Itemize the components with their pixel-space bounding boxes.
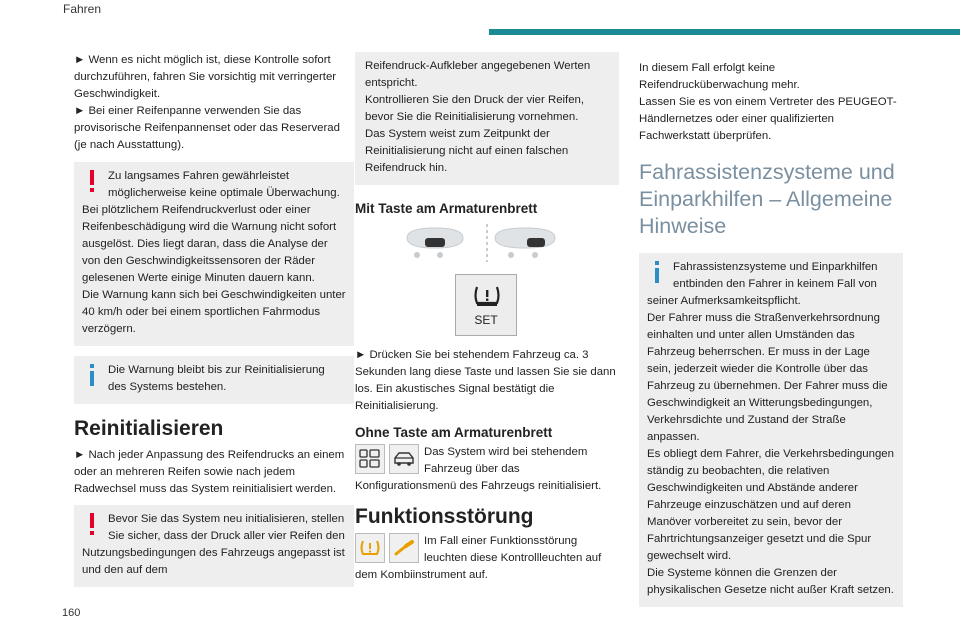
- info-aids-text-4: Die Systeme können die Grenzen der physikalischen Gesetze nicht außer Kraft setzen.: [647, 567, 894, 596]
- column-middle: [355, 52, 619, 584]
- note-text-2: Kontrollieren Sie den Druck der vier Reifen, bevor Sie die Reinitialisierung vornehmen.: [365, 94, 585, 123]
- service-wrench-icon: [389, 533, 419, 563]
- tire-pressure-icon: [472, 285, 502, 307]
- right-steering-wheel-icon: [495, 228, 555, 258]
- info-aids-text-2: Der Fahrer muss die Straßenverkehrsordnung einhalten und unter allen Umständen das Fahrzeug beherrschen. Er muss in der Lage sein, jederzeit wieder die Kontrolle über das Fahrzeug zu übernehmen. Der Fahrer muss die Geschwindigkeit an Witterungsbedingungen, Verkehrsdichte und Zustand der Straße anpassen.: [647, 312, 888, 443]
- warning-exclamation-icon: [82, 511, 104, 541]
- settings-menu-icon: [355, 444, 385, 474]
- warning-text-1: Zu langsames Fahren gewährleistet möglicherweise keine optimale Überwachung.: [108, 170, 340, 199]
- note-box-continued: [355, 52, 619, 185]
- warning-box-slow-driving: [74, 162, 354, 346]
- info-icon: [82, 362, 104, 392]
- warning-exclamation-icon: [82, 168, 104, 198]
- page-header-title: Fahren: [63, 2, 102, 16]
- warning-text-before-reset: Bevor Sie das System neu initialisieren, stellen Sie sicher, dass der Druck aller vier Reifen den Nutzungsbedingungen des Fahrzeugs angepasst ist und den auf dem: [82, 513, 345, 576]
- info-box-driving-aids: [639, 253, 903, 607]
- paragraph-puncture: ► Bei einer Reifenpanne verwenden Sie das provisorische Reifenpannenset oder das Reserverad (je nach Ausstattung).: [74, 105, 340, 151]
- heading-malfunction: Funktionsstörung: [355, 505, 534, 528]
- paragraph-malfunction: Im Fall einer Funktionsstörung leuchten diese Kontrollleuchten auf dem Kombiinstrument auf.: [355, 535, 602, 581]
- column-right: [639, 60, 903, 607]
- column-left: [74, 52, 354, 587]
- info-text: Die Warnung bleibt bis zur Reinitialisierung des Systems bestehen.: [108, 364, 325, 393]
- warning-box-before-reset: [74, 505, 354, 587]
- section-title-driving-aids: Fahrassistenzsysteme und Einparkhilfen – Allgemeine Hinweise: [639, 160, 895, 238]
- warning-text-3: Die Warnung kann sich bei Geschwindigkeiten unter 40 km/h oder bei einem sportlichen Fahrmodus verzögern.: [82, 289, 346, 335]
- paragraph-press-button: ► Drücken Sie bei stehendem Fahrzeug ca. 3 Sekunden lang diese Taste und lassen Sie sie dann los. Ein akustisches Signal bestätigt die Reinitialisierung.: [355, 349, 616, 412]
- paragraph-dealer-check: Lassen Sie es von einem Vertreter des PEUGEOT-Händlernetzes oder einer qualifizierten Fachwerkstatt überprüfen.: [639, 96, 897, 142]
- set-button[interactable]: [455, 274, 517, 336]
- heading-reinitialize: Reinitialisieren: [74, 417, 224, 440]
- warning-text-2: Bei plötzlichem Reifendruckverlust oder einer Reifenbeschädigung wird die Warnung nicht sofort ausgelöst. Dies liegt daran, dass die Analyse der von den Geschwindigkeitssensoren der Räder gelesenen Werte einige Minuten dauern kann.: [82, 204, 337, 284]
- malfunction-block: [355, 533, 619, 584]
- info-icon: [647, 259, 669, 289]
- info-box-warning-persists: [74, 356, 354, 404]
- heading-with-dashboard-button: Mit Taste am Armaturenbrett: [355, 201, 538, 216]
- without-button-block: [355, 444, 619, 495]
- left-steering-wheel-icon: [407, 228, 463, 258]
- dashboard-steering-illustration: [355, 224, 619, 264]
- note-text-3: Das System weist zum Zeitpunkt der Reinitialisierung nicht auf einen falschen Reifendruck hin.: [365, 128, 569, 174]
- note-text-1: Reifendruck-Aufkleber angegebenen Werten entspricht.: [365, 60, 591, 89]
- paragraph-no-monitoring: In diesem Fall erfolgt keine Reifendrucküberwachung mehr.: [639, 62, 800, 91]
- heading-without-dashboard-button: Ohne Taste am Armaturenbrett: [355, 425, 553, 440]
- set-button-label: SET: [474, 313, 498, 327]
- info-aids-text-3: Es obliegt dem Fahrer, die Verkehrsbedingungen ständig zu beobachten, die relativen Geschwindigkeiten und Abstände anderer Fahrzeuge einzuschätzen und auf deren Manöver vorbereitet zu sein, bevor der Fahrtrichtungsanzeiger gesetzt und die Spur gewechselt wird.: [647, 448, 894, 562]
- paragraph-check-later: ► Wenn es nicht möglich ist, diese Kontrolle sofort durchzuführen, fahren Sie vorsichtig mit verringerter Geschwindigkeit.: [74, 54, 337, 100]
- tire-pressure-warning-icon: [355, 533, 385, 563]
- info-aids-text-1: Fahrassistenzsysteme und Einparkhilfen entbinden den Fahrer in keinem Fall von seiner Aufmerksamkeitspflicht.: [647, 261, 878, 307]
- car-icon: [389, 444, 419, 474]
- header-accent-bar: [489, 29, 960, 35]
- paragraph-without-button: Das System wird bei stehendem Fahrzeug über das Konfigurationsmenü des Fahrzeugs reinitialisiert.: [355, 446, 602, 492]
- paragraph-reinitialize: ► Nach jeder Anpassung des Reifendrucks an einem oder an mehreren Reifen sowie nach jedem Radwechsel muss das System reinitialisiert werden.: [74, 449, 345, 495]
- page-number: 160: [62, 607, 81, 619]
